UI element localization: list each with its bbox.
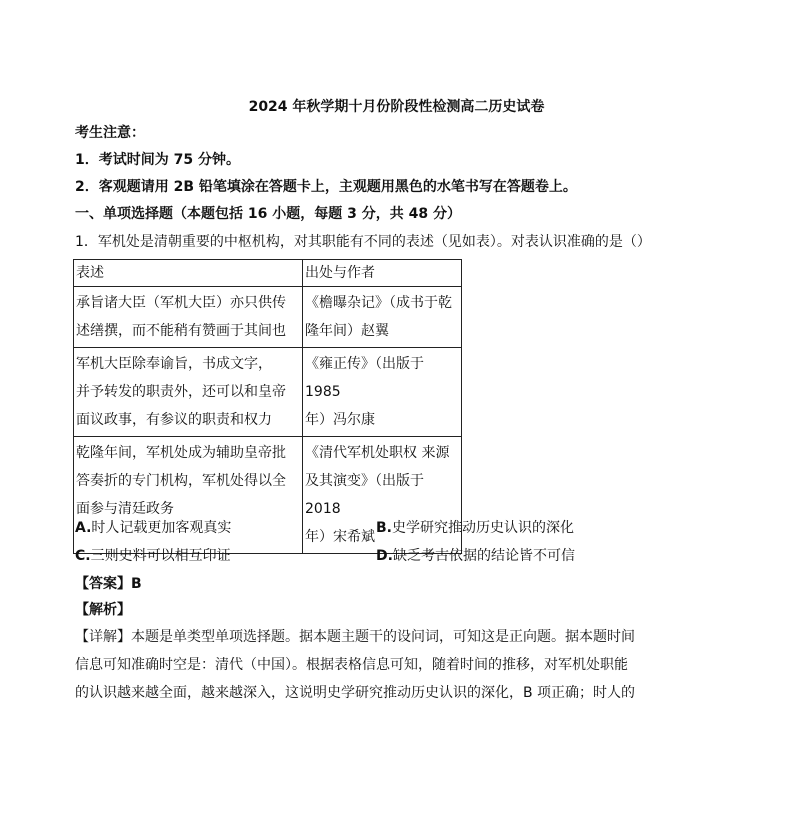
cell-line: 乾隆年间，军机处成为辅助皇帝批 [76, 445, 286, 461]
answer-label: 【答案】B [75, 576, 142, 592]
table-header-source [303, 260, 462, 287]
option-c-text: 三则史料可以相互印证 [90, 548, 231, 564]
cell-line: 军机大臣除奉谕旨，书成文字， [76, 356, 272, 372]
option-b-text: 史学研究推动历史认识的深化 [392, 520, 574, 536]
cell-line: 述缮撰，而不能稍有赞画于其间也 [76, 323, 286, 339]
cell-line: 并予转发的职责外，还可以和皇帝 [76, 384, 286, 400]
table-cell-desc [74, 287, 303, 348]
cell-line: 《雍正传》（出版于 1985 [305, 356, 424, 400]
table-header-row [74, 260, 462, 287]
cell-line: 面议政事，有参议的职责和权力 [76, 412, 272, 428]
cell-line: 承旨诸大臣（军机大臣）亦只供传 [76, 295, 286, 311]
table-cell-desc [74, 348, 303, 437]
option-c [75, 546, 231, 566]
notice-item-2: 2．客观题请用 2B 铅笔填涂在答题卡上，主观题用黑色的水笔书写在答题卷上。 [75, 179, 577, 195]
cell-line: 《清代军机处职权 来源 [305, 445, 450, 461]
option-d-label: D. [376, 548, 393, 564]
notice-heading: 考生注意： [75, 125, 145, 141]
option-c-label: C. [75, 548, 91, 564]
table-row [74, 287, 462, 348]
option-a [75, 518, 231, 538]
option-a-text: 时人记载更加客观真实 [91, 520, 232, 536]
cell-line: 年）冯尔康 [305, 412, 375, 428]
cell-line: 《檐曝杂记》（成书于乾 [305, 295, 452, 311]
detail-line-1: 【详解】本题是单类型单项选择题。据本题主题干的设问词，可知这是正向题。据本题时间 [75, 629, 635, 645]
table-cell-source [303, 287, 462, 348]
detail-line-2: 信息可知准确时空是：清代（中国）。根据表格信息可知，随着时间的推移，对军机处职能 [75, 657, 628, 673]
notice-item-1: 1．考试时间为 75 分钟。 [75, 152, 240, 168]
table-row [74, 348, 462, 437]
cell-line: 及其演变》（出版于 2018 [305, 473, 424, 517]
option-b [376, 518, 574, 538]
cell-line: 答奏折的专门机构，军机处得以全 [76, 473, 286, 489]
section-heading: 一、单项选择题（本题包括 16 小题，每题 3 分，共 48 分） [75, 206, 461, 222]
question-stem: 1．军机处是清朝重要的中枢机构，对其职能有不同的表述（见如表）。对表认识准确的是（） [75, 234, 651, 250]
header-desc-text: 表述 [76, 265, 104, 281]
table-header-desc [74, 260, 303, 287]
cell-line: 年）宋希斌 [305, 529, 375, 545]
cell-line: 隆年间）赵翼 [305, 323, 389, 339]
option-d-text: 缺乏考古依据的结论皆不可信 [392, 548, 575, 564]
exam-title: 2024 年秋学期十月份阶段性检测高二历史试卷 [248, 99, 545, 115]
option-b-label: B. [376, 520, 392, 536]
header-source-text: 出处与作者 [305, 265, 375, 281]
cell-line: 面参与清廷政务 [76, 501, 174, 517]
detail-line-3: 的认识越来越全面，越来越深入，这说明史学研究推动历史认识的深化，B 项正确；时人的 [75, 685, 636, 701]
analysis-label: 【解析】 [75, 602, 131, 618]
table-cell-source [303, 348, 462, 437]
option-d [376, 546, 575, 566]
question-table [73, 259, 462, 554]
option-a-label: A. [75, 520, 92, 536]
